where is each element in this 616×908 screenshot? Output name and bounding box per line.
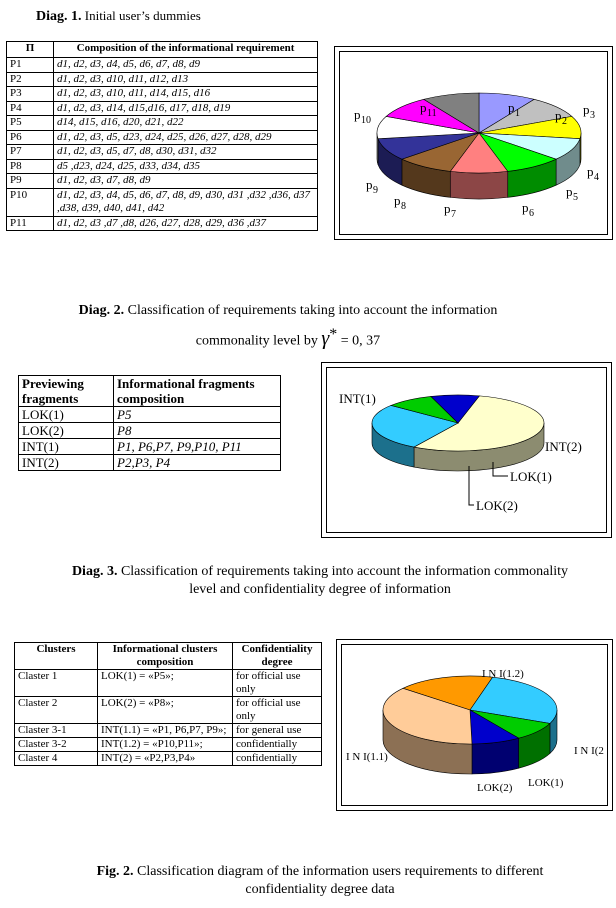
diag1-pie-label-sub: 3	[590, 110, 595, 121]
table-cell: Claster 3-1	[15, 724, 98, 738]
diag3-caption-line1: Classification of requirements taking into account the information commonality	[117, 564, 569, 579]
diag3-pie-label: I N I(2	[574, 745, 604, 757]
diag2-caption-line1: Classification of requirements taking into account the information	[124, 303, 498, 318]
diag3-pie-label: I N I(1.2)	[482, 668, 524, 680]
diag2-caption-label: Diag. 2.	[78, 303, 125, 318]
table-cell: d1, d2, d3, d4, d5, d6, d7, d8, d9, d30, d31 ,d32 ,d36, d37 ,d38, d39, d40, d41, d42	[54, 188, 318, 216]
diag2-gamma-value: = 0, 37	[337, 333, 381, 349]
diag1-pie-label-sub: 10	[361, 115, 371, 126]
table-cell: INT(2)	[19, 455, 114, 471]
diag1-pie-label: p	[444, 201, 451, 216]
table-cell: d1, d2, d3 ,d7 ,d8, d26, d27, d28, d29, d36 ,d37	[54, 216, 318, 231]
diag1-pie-label: p	[394, 193, 401, 208]
diag3-pie-label: LOK(1)	[528, 777, 564, 789]
table-cell: d14, d15, d16, d20, d21, d22	[54, 116, 318, 131]
diag3-caption-line2: level and confidentiality degree of information	[189, 582, 451, 597]
diag1-caption-text: Initial user’s dummies	[81, 8, 201, 23]
diag3-caption-label: Diag. 3.	[71, 564, 118, 579]
table-cell: confidentially	[233, 752, 322, 766]
diag3-pie-label: I N I(1.1)	[346, 751, 388, 763]
diag2-pie-label: LOK(1)	[510, 469, 552, 484]
diag3-pie-label: LOK(2)	[477, 782, 513, 794]
table-cell: Claster 1	[15, 670, 98, 697]
table-cell: Claster 4	[15, 752, 98, 766]
table-cell: P2,P3, P4	[114, 455, 281, 471]
diag3-header-0: Clusters	[15, 643, 98, 670]
table-cell: P1, P6,P7, P9,P10, P11	[114, 439, 281, 455]
table-cell: d1, d2, d3, d7, d8, d9	[54, 174, 318, 189]
table-cell: INT(1)	[19, 439, 114, 455]
diag1-pie-label-sub: 5	[573, 192, 578, 203]
table-cell: INT(1.1) = «P1, P6,P7, P9»;	[98, 724, 233, 738]
diag1-pie-label: p	[566, 184, 573, 199]
table-cell: P8	[114, 423, 281, 439]
table-cell: for official use only	[233, 670, 322, 697]
table-cell: LOK(1)	[19, 407, 114, 423]
diag1-pie-label-sub: 4	[594, 172, 599, 183]
diag3-header-2: Confidentiality degree	[233, 643, 322, 670]
diag1-caption-label: Diag. 1.	[36, 9, 82, 24]
diag1-pie-label: p	[583, 102, 590, 117]
table-cell: confidentially	[233, 738, 322, 752]
diag1-pie-label-sub: 8	[401, 201, 406, 212]
table-cell: d1, d2, d3, d10, d11, d14, d15, d16	[54, 87, 318, 102]
diag1-pie-label-sub: 7	[451, 209, 456, 220]
diag2-pie-label: INT(1)	[339, 391, 376, 406]
diag1-pie-label-sub: 11	[427, 108, 437, 119]
table-cell: d1, d2, d3, d5, d23, d24, d25, d26, d27, d28, d29	[54, 130, 318, 145]
fig2-caption-line1: Classification diagram of the information users requirements to different	[133, 864, 544, 879]
diag1-pie-label: p	[587, 164, 594, 179]
diag1-pie-label: p	[508, 100, 515, 115]
table-cell: d1, d2, d3, d5, d7, d8, d30, d31, d32	[54, 145, 318, 160]
diag3-header-1: Informational clusters composition	[98, 643, 233, 670]
diag1-header-0: П	[7, 42, 54, 58]
diag1-pie-label: p	[420, 100, 427, 115]
diag1-pie-label-sub: 6	[529, 208, 534, 219]
table-cell: P9	[7, 174, 54, 189]
table-cell: P10	[7, 188, 54, 216]
table-cell: P3	[7, 87, 54, 102]
table-cell: P1	[7, 58, 54, 73]
diag2-gamma-symbol: γ	[321, 327, 330, 350]
diag1-pie-label: p	[354, 107, 361, 122]
table-cell: INT(2) = «P2,P3,P4»	[98, 752, 233, 766]
table-cell: d1, d2, d3, d14, d15,d16, d17, d18, d19	[54, 101, 318, 116]
diag2-pie-label: INT(2)	[545, 439, 582, 454]
diag1-pie-label-sub: 1	[515, 108, 520, 119]
table-cell: P4	[7, 101, 54, 116]
table-cell: Claster 2	[15, 697, 98, 724]
diag2-pie-label: LOK(2)	[476, 498, 518, 513]
table-cell: for official use only	[233, 697, 322, 724]
diag2-header-1: Informational fragments composition	[114, 376, 281, 407]
table-cell: LOK(2) = «P8»;	[98, 697, 233, 724]
table-cell: for general use	[233, 724, 322, 738]
table-cell: P5	[114, 407, 281, 423]
diag2-header-0: Previewing fragments	[19, 376, 114, 407]
table-cell: P8	[7, 159, 54, 174]
diag1-pie-label-sub: 9	[373, 185, 378, 196]
table-cell: P2	[7, 72, 54, 87]
diag2-gamma-star: *	[329, 326, 338, 343]
diag1-pie-label-sub: 2	[562, 116, 567, 127]
table-cell: P5	[7, 116, 54, 131]
table-cell: INT(1.2) = «P10,P11»;	[98, 738, 233, 752]
fig2-caption-line2: confidentiality degree data	[245, 882, 395, 897]
table-cell: P7	[7, 145, 54, 160]
table-cell: P11	[7, 216, 54, 231]
diag1-header-1: Composition of the informational requirement	[54, 42, 318, 58]
diag1-pie-label: p	[555, 108, 562, 123]
table-cell: LOK(1) = «P5»;	[98, 670, 233, 697]
diag1-pie-label: p	[366, 177, 373, 192]
table-cell: LOK(2)	[19, 423, 114, 439]
table-cell: d1, d2, d3, d4, d5, d6, d7, d8, d9	[54, 58, 318, 73]
fig2-caption	[40, 863, 600, 899]
table-cell: d1, d2, d3, d10, d11, d12, d13	[54, 72, 318, 87]
table-cell: P6	[7, 130, 54, 145]
table-cell: d5 ,d23, d24, d25, d33, d34, d35	[54, 159, 318, 174]
diag1-pie-label: p	[522, 200, 529, 215]
fig2-caption-label: Fig. 2.	[96, 864, 134, 879]
table-cell: Claster 3-2	[15, 738, 98, 752]
diag2-caption-line2: commonality level by	[195, 333, 322, 349]
